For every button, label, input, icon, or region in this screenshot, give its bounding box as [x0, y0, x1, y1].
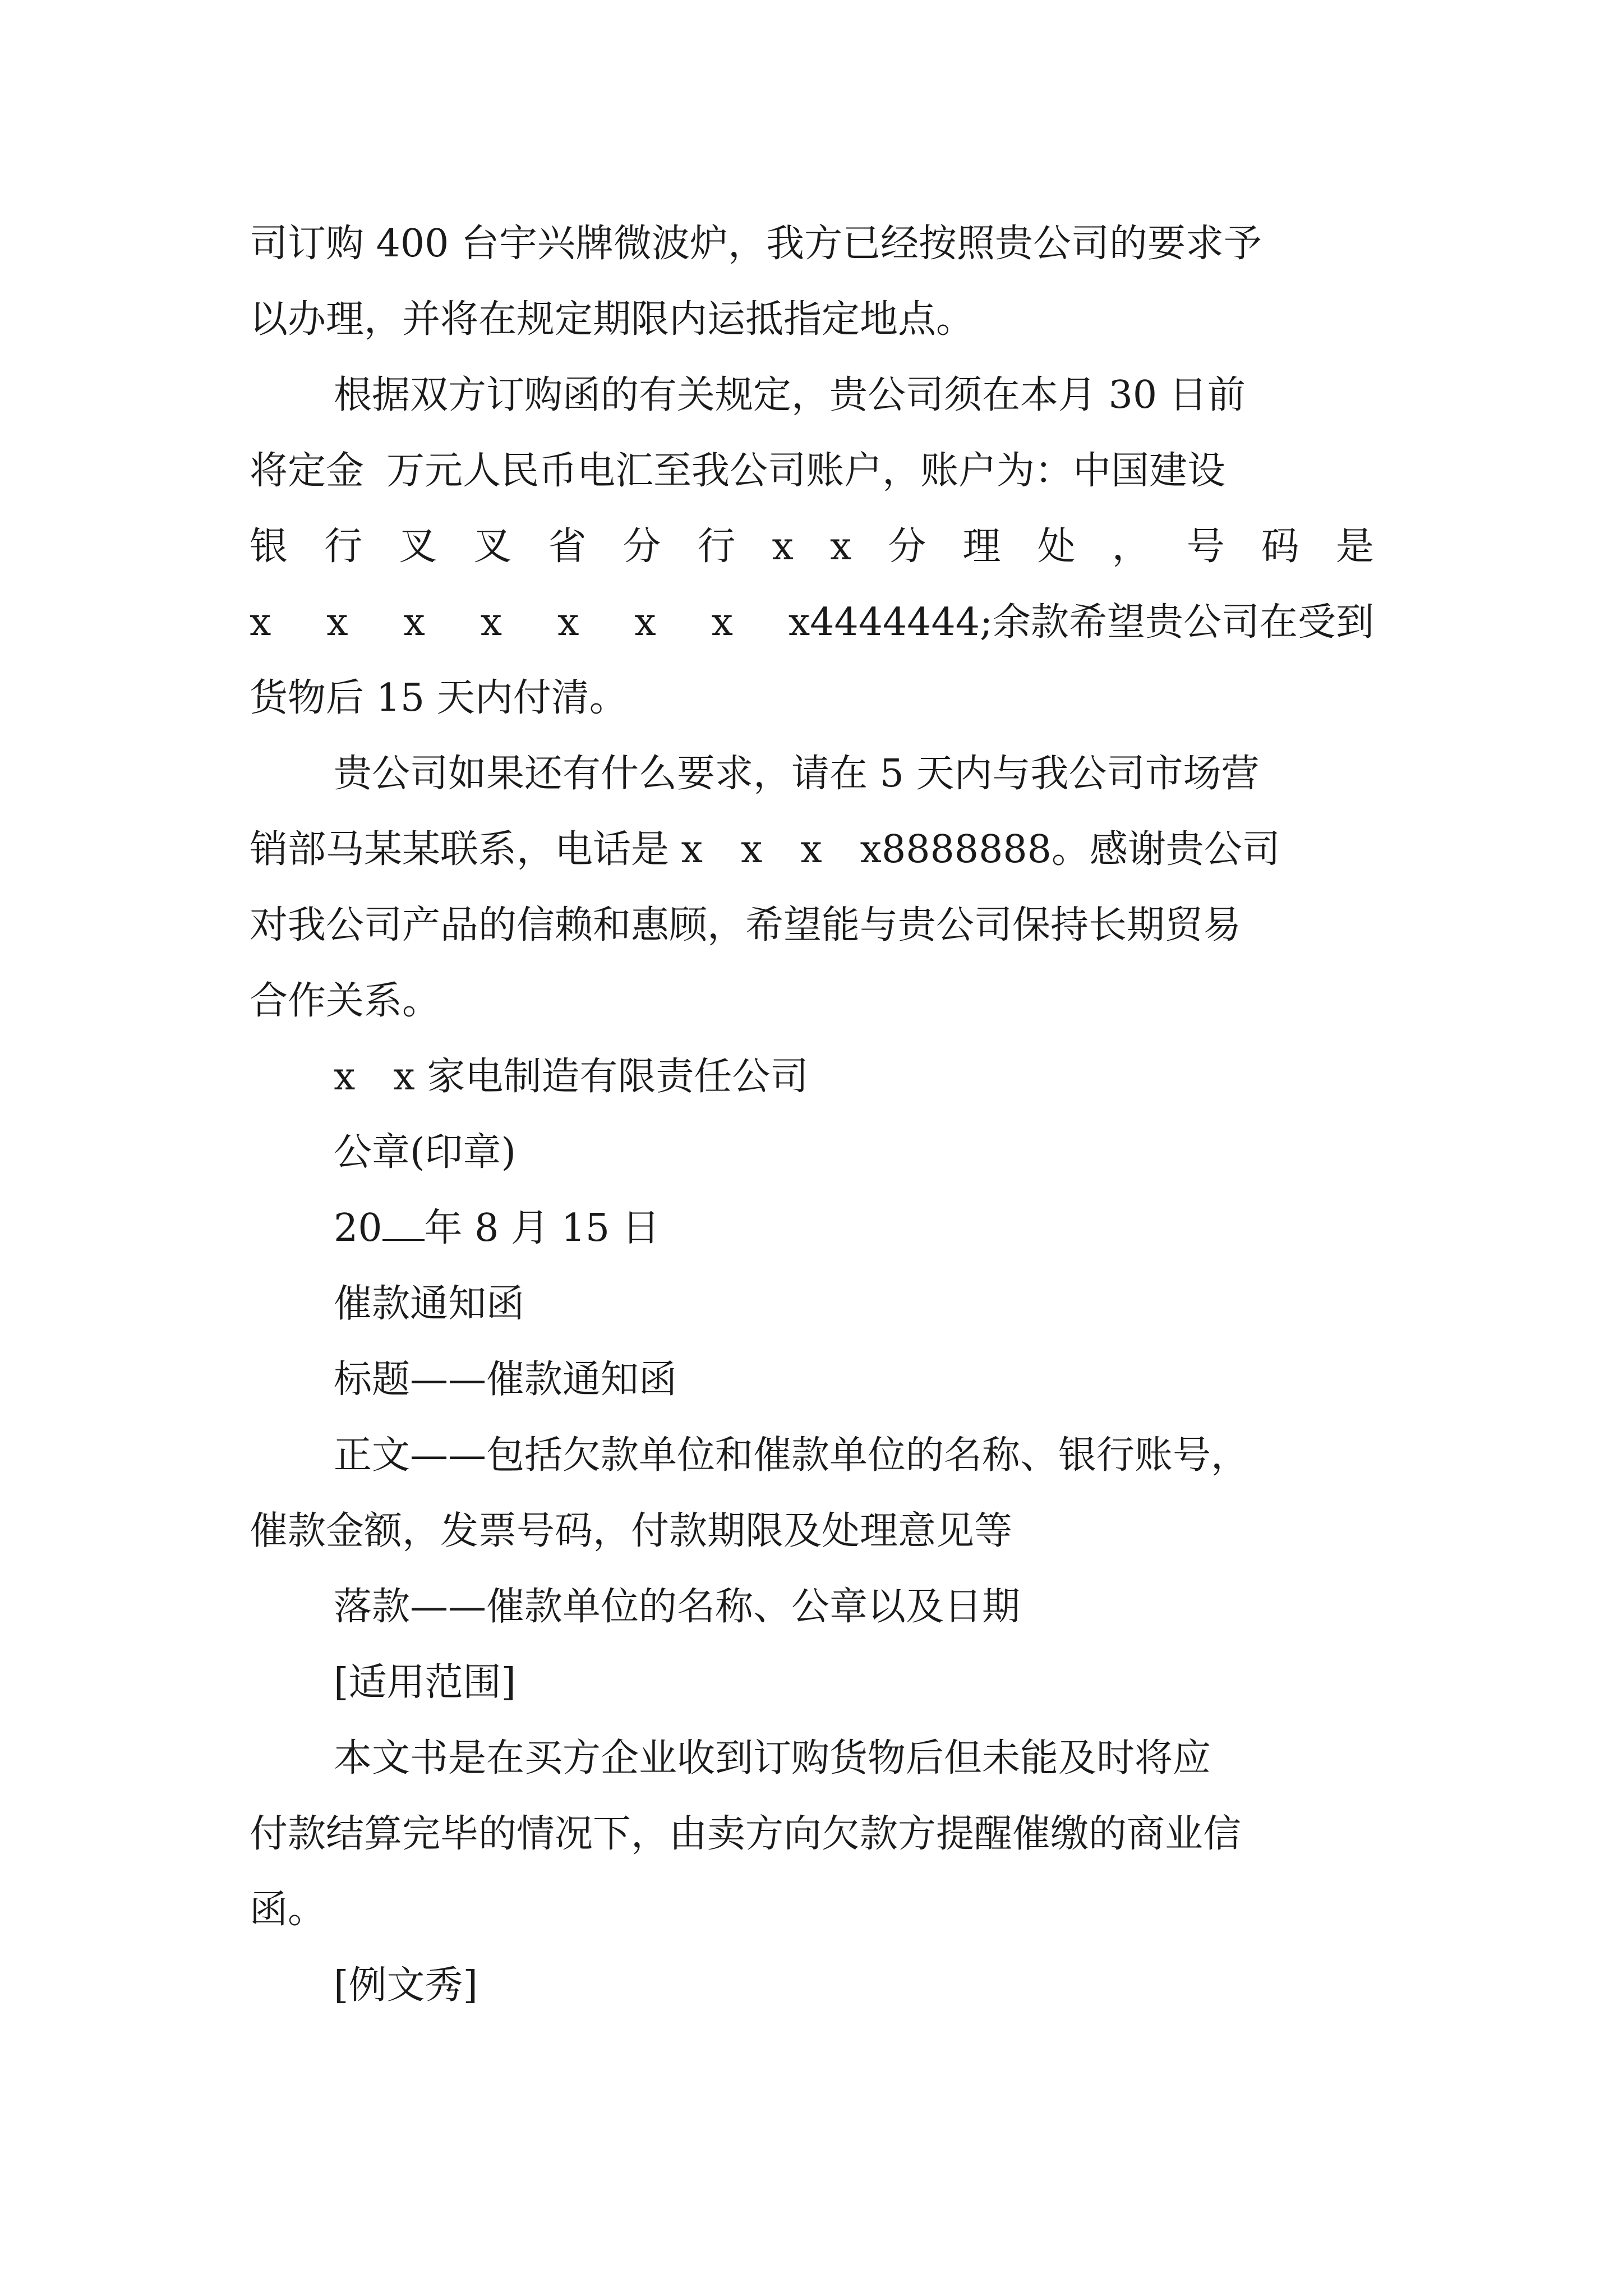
date-year-prefix: 20: [334, 1206, 382, 1250]
date-rest: 年 8 月 15 日: [424, 1206, 660, 1250]
section-heading: 催款通知函: [334, 1282, 525, 1326]
scope-heading: [适用范围]: [334, 1660, 517, 1705]
paragraph-2-line-4: x x x x x x x x4444444;余款希望贵公司在受到: [250, 600, 1374, 645]
scope-line-1: 本文书是在买方企业收到订购货物后但未能及时将应: [334, 1736, 1211, 1780]
deposit-text: 万元人民币电汇至我公司账户，账户为：中国建设: [386, 449, 1226, 493]
scope-line-2: 付款结算完毕的情况下，由卖方向欠款方提醒催缴的商业信: [250, 1812, 1242, 1856]
deposit-label: 将定金: [250, 449, 365, 493]
date-year-blank: [382, 1205, 425, 1241]
paragraph-3-line-1: 贵公司如果还有什么要求，请在 5 天内与我公司市场营: [334, 752, 1260, 796]
body-item-line-1: 正文——包括欠款单位和催款单位的名称、银行账号，: [334, 1433, 1249, 1478]
paragraph-3-line-3: 对我公司产品的信赖和惠顾，希望能与贵公司保持长期贸易: [250, 903, 1242, 947]
paragraph-2-line-1: 根据双方订购函的有关规定，贵公司须在本月 30 日前: [334, 373, 1246, 417]
paragraph-1-line-1: 司订购 400 台宇兴牌微波炉，我方已经按照贵公司的要求予: [250, 222, 1262, 266]
paragraph-2-line-5: 货物后 15 天内付清。: [250, 676, 628, 720]
body-item-line-2: 催款金额，发票号码，付款期限及处理意见等: [250, 1509, 1013, 1553]
scope-line-3: 函。: [250, 1888, 326, 1932]
footer-item: 落款——催款单位的名称、公章以及日期: [334, 1585, 1021, 1629]
paragraph-3-line-4: 合作关系。: [250, 979, 441, 1023]
signature-seal: 公章(印章): [334, 1130, 517, 1175]
paragraph-3-line-2: 销部马某某联系，电话是 x x x x8888888。感谢贵公司: [250, 827, 1280, 872]
signature-date: [334, 1200, 660, 1257]
title-item: 标题——催款通知函: [334, 1358, 677, 1402]
example-heading: [例文秀]: [334, 1963, 478, 2008]
paragraph-2-line-2: [250, 443, 1225, 499]
paragraph-2-line-3: 银 行 叉 叉 省 分 行 x x 分 理 处 ， 号 码 是: [250, 524, 1374, 569]
signature-company: x x 家电制造有限责任公司: [334, 1055, 809, 1099]
paragraph-1-line-2: 以办理，并将在规定期限内运抵指定地点。: [250, 297, 975, 342]
